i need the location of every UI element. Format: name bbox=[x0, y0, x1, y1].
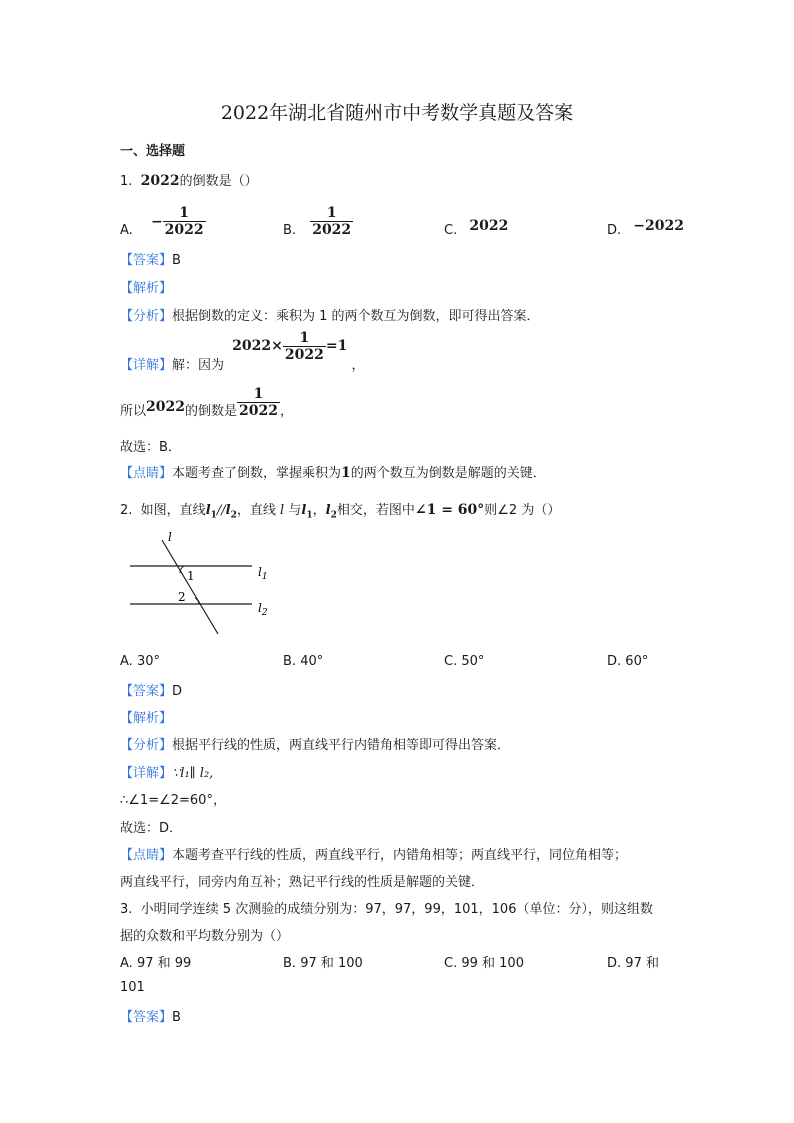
q3-answer: 【答案】B bbox=[120, 1010, 181, 1025]
label-angle-1: 1 bbox=[187, 569, 195, 583]
q1-fenxi: 【分析】根据倒数的定义：乘积为 1 的两个数互为倒数，即可得出答案． bbox=[120, 309, 540, 324]
label-angle-2: 2 bbox=[178, 590, 186, 604]
q2-option-a: A. 30° bbox=[120, 654, 160, 669]
q2-option-b: B. 40° bbox=[283, 654, 324, 669]
q1-option-d: D. −2022 bbox=[607, 218, 684, 238]
fraction: $\frac{1}{2022}$ bbox=[239, 386, 278, 419]
fraction: $\frac{1}{2022}$ bbox=[312, 205, 352, 238]
fraction: $\frac{1}{2022}$ bbox=[164, 205, 204, 238]
label-l2: $l_2$ bbox=[258, 601, 268, 618]
label-l: l bbox=[168, 530, 172, 544]
q2-dianjing: 【点睛】本题考查平行线的性质，两直线平行，内错角相等；两直线平行，同位角相等； bbox=[120, 848, 628, 863]
parallel-lines-figure bbox=[120, 530, 290, 640]
q1-answer: 【答案】B bbox=[120, 253, 181, 268]
q3-option-a: A. 97 和 99 bbox=[120, 956, 192, 971]
page-title: 2022年湖北省随州市中考数学真题及答案 bbox=[220, 102, 574, 124]
q1-stem: 1. 2022的倒数是（） bbox=[120, 173, 258, 189]
q1-jiexi: 【解析】 bbox=[120, 281, 173, 296]
q3-stem-line2: 据的众数和平均数分别为（） bbox=[120, 929, 290, 944]
q2-stem: 2. 如图，直线$l_1//l_2$，直线 l 与$l_1$，$l_2$相交，若图中∠1 = 60°则∠2 为（） bbox=[120, 502, 561, 521]
q1-option-b: B. $\frac{1}{2022}$ bbox=[283, 205, 352, 238]
q2-fenxi: 【分析】根据平行线的性质，两直线平行内错角相等即可得出答案． bbox=[120, 738, 511, 753]
q1-dianjing: 【点睛】本题考查了倒数，掌握乘积为1的两个数互为倒数是解题的关键． bbox=[120, 465, 546, 481]
q2-dianjing-line2: 两直线平行，同旁内角互补；熟记平行线的性质是解题的关键． bbox=[120, 875, 485, 890]
q3-option-d: D. 97 和 bbox=[607, 956, 659, 971]
q1-so: 所以2022的倒数是 $\frac{1}{2022}$ ， bbox=[120, 386, 293, 419]
fraction: $\frac{1}{2022}$ bbox=[284, 330, 324, 363]
q2-option-d: D. 60° bbox=[607, 654, 649, 669]
equation: 2022× $\frac{1}{2022}$ =1 bbox=[232, 330, 348, 363]
label-l1: $l_1$ bbox=[258, 565, 268, 582]
q2-option-c: C. 50° bbox=[444, 654, 485, 669]
q1-option-c: C. 2022 bbox=[444, 218, 509, 238]
q3-option-d-wrap: 101 bbox=[120, 980, 145, 995]
q1-xiangjie: 【详解】解：因为 2022× $\frac{1}{2022}$ =1 ， bbox=[120, 330, 365, 373]
q1-guxuan: 故选：B． bbox=[120, 440, 181, 455]
section-heading: 一、选择题 bbox=[120, 144, 186, 159]
q2-jiexi: 【解析】 bbox=[120, 711, 173, 726]
angle-2-arc bbox=[195, 598, 199, 604]
q2-xiangjie: 【详解】∵l₁∥ l₂, bbox=[120, 766, 214, 781]
q3-option-c: C. 99 和 100 bbox=[444, 956, 524, 971]
q3-option-b: B. 97 和 100 bbox=[283, 956, 363, 971]
q3-stem: 3. 小明同学连续 5 次测验的成绩分别为：97，97，99，101，106（单位：分），则这组数 bbox=[120, 902, 653, 917]
q2-guxuan: 故选：D． bbox=[120, 821, 183, 836]
q1-option-a: A. − $\frac{1}{2022}$ bbox=[120, 205, 204, 238]
q2-step: ∴∠1=∠2=60°， bbox=[120, 793, 226, 808]
line-l bbox=[162, 540, 218, 634]
q2-answer: 【答案】D bbox=[120, 684, 183, 699]
